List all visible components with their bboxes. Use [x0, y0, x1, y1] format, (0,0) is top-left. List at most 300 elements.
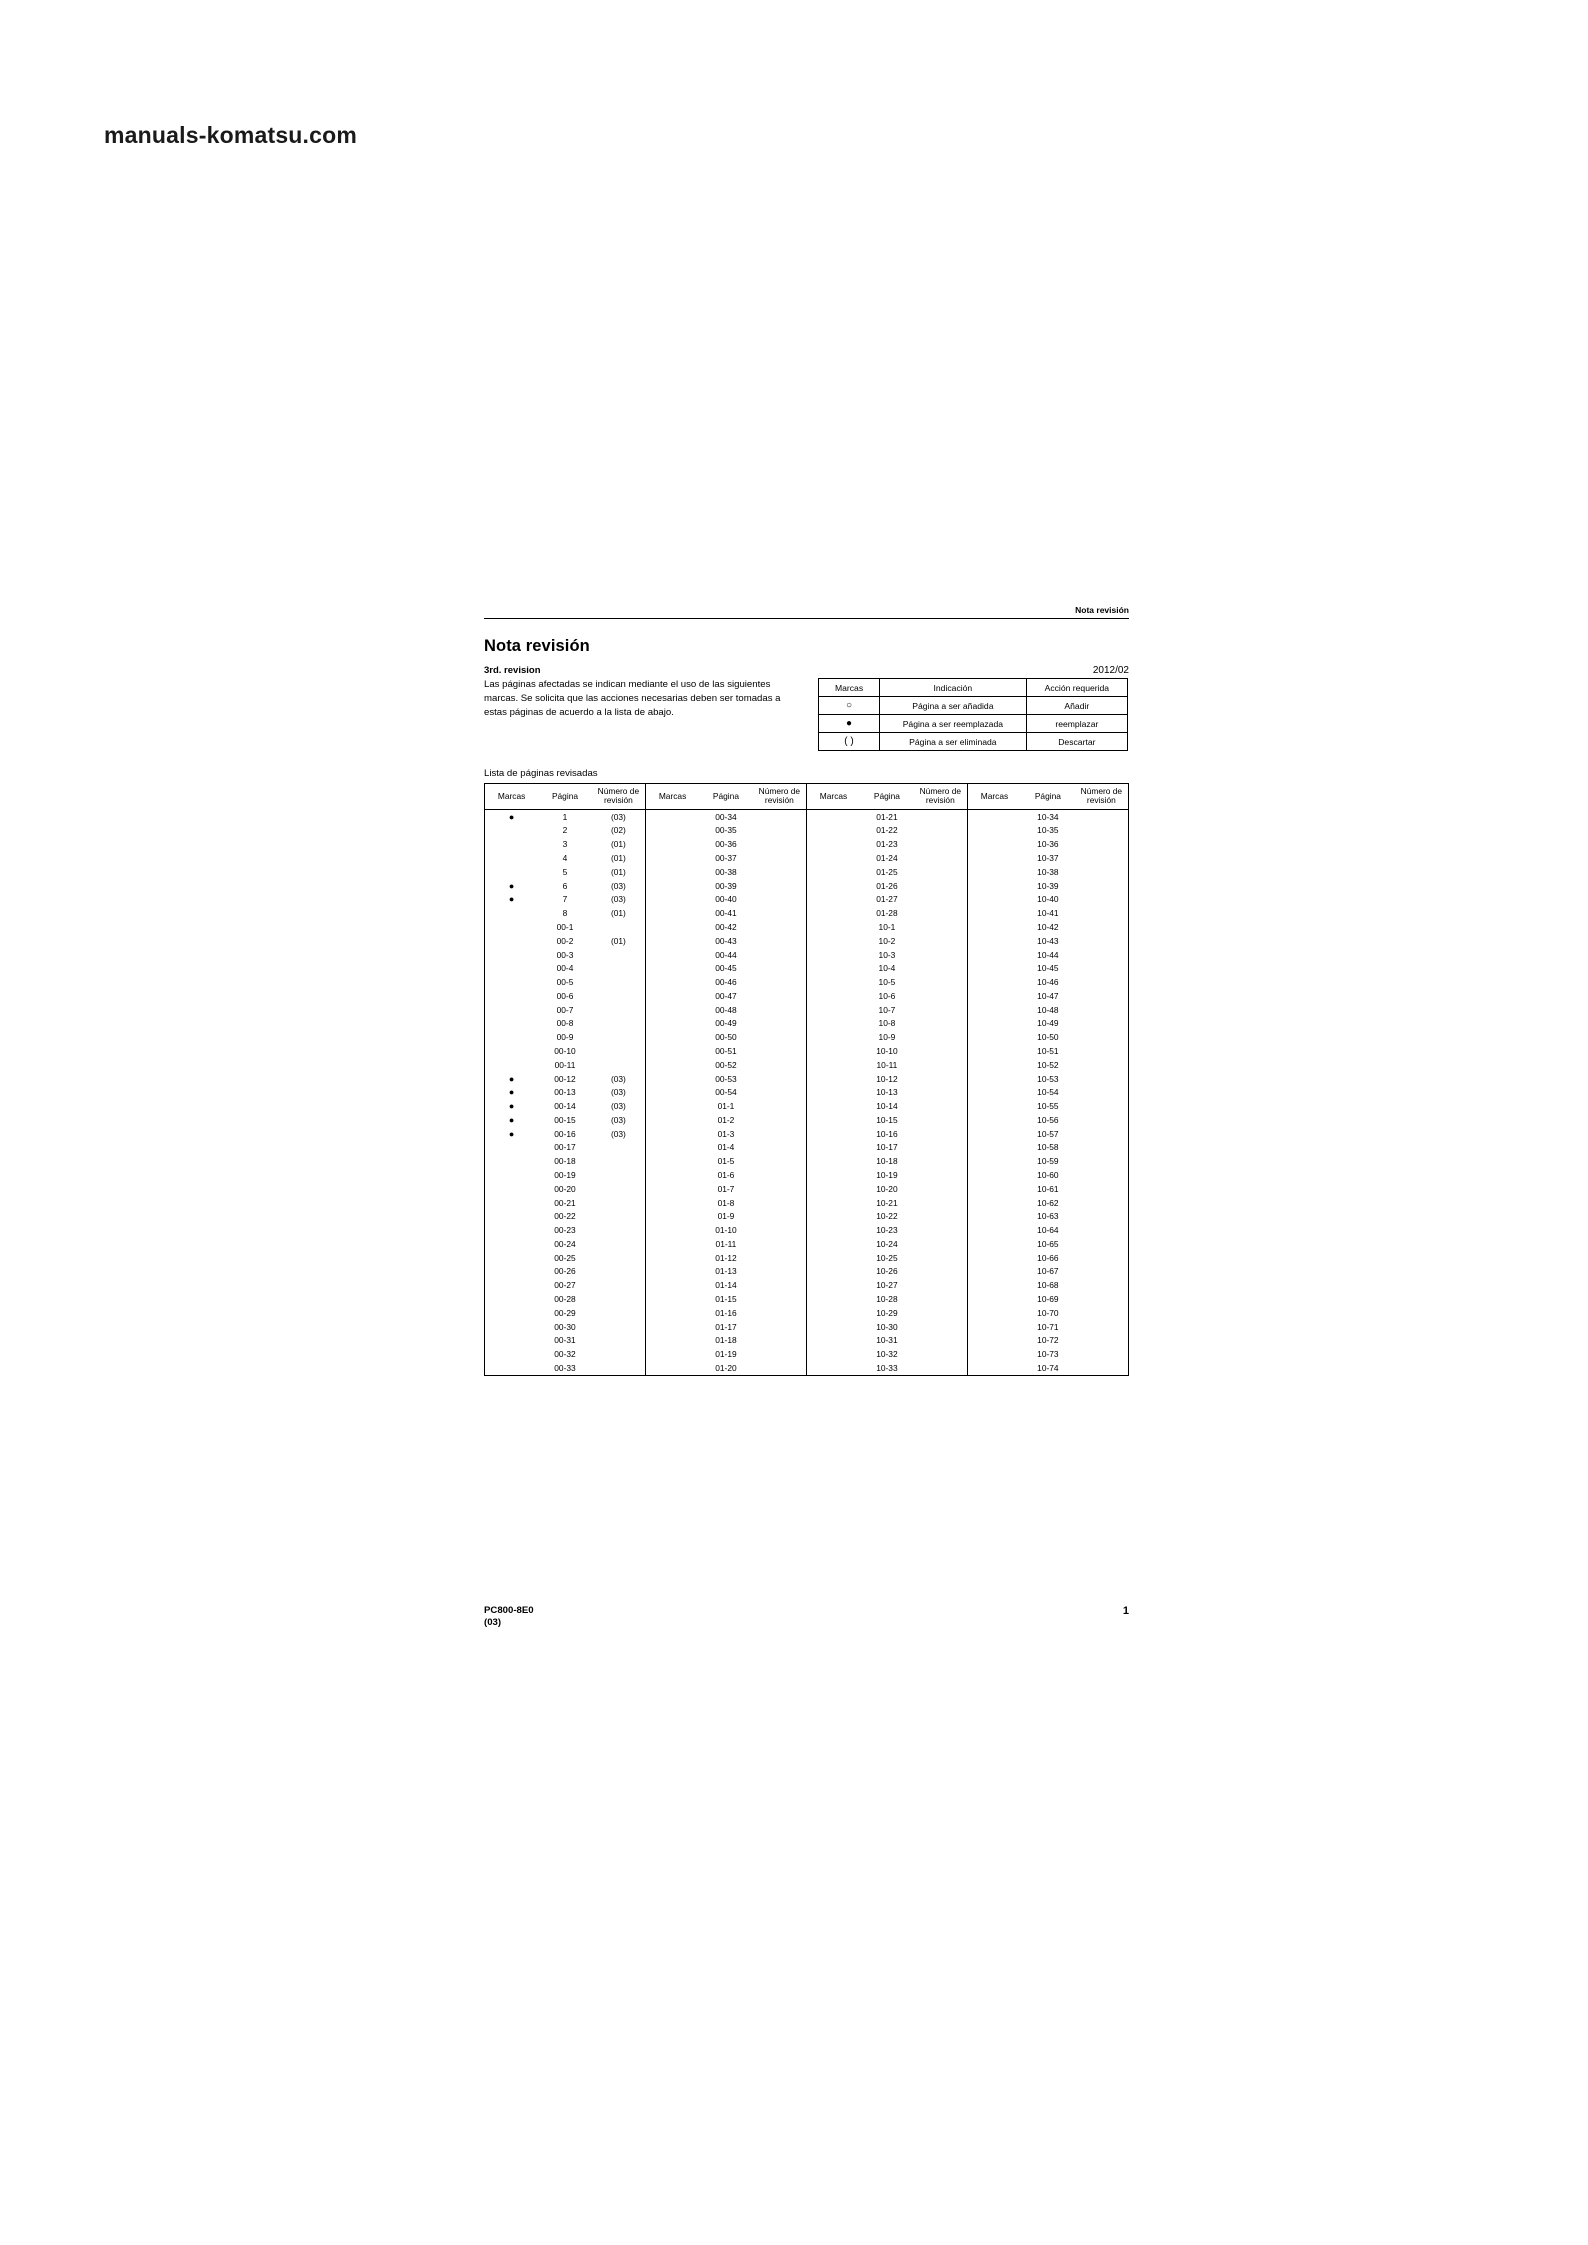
cell-pagina: 10-22 — [876, 1211, 898, 1222]
cell-marcas — [967, 948, 1021, 962]
cell-pagina: 00-32 — [554, 1349, 576, 1360]
cell-pagina: 01-19 — [715, 1349, 737, 1360]
cell-pagina: 01-2 — [717, 1114, 735, 1125]
cell-revision — [592, 948, 646, 962]
cell-pagina: 10-25 — [876, 1252, 898, 1263]
cell-pagina: 01-28 — [876, 908, 898, 919]
cell-marcas — [485, 1320, 539, 1334]
cell-pagina: 01-8 — [717, 1197, 735, 1208]
cell-pagina: 10-62 — [1037, 1197, 1059, 1208]
cell-pagina: 00-24 — [554, 1238, 576, 1249]
cell-marcas — [485, 1196, 539, 1210]
cell-marcas — [645, 920, 699, 934]
cell-marcas — [645, 975, 699, 989]
cell-revision — [753, 1361, 807, 1375]
cell-pagina: 00-1 — [556, 921, 574, 932]
cell-revision — [592, 1320, 646, 1334]
cell-marcas — [645, 1113, 699, 1127]
cell-marcas — [645, 851, 699, 865]
cell-marcas — [485, 1003, 539, 1017]
cell-pagina: 00-4 — [556, 963, 574, 974]
cell-marcas — [967, 1099, 1021, 1113]
cell-marcas — [967, 1182, 1021, 1196]
cell-pagina: 10-32 — [876, 1349, 898, 1360]
cell-revision — [753, 1141, 807, 1155]
cell-marcas — [645, 1209, 699, 1223]
col-header-pagina-2: Página — [699, 784, 753, 810]
cell-marcas — [485, 906, 539, 920]
cell-marcas — [485, 961, 539, 975]
legend-action-add: Añadir — [1026, 697, 1127, 715]
table-row — [485, 975, 1129, 989]
cell-revision — [753, 1003, 807, 1017]
cell-pagina: 00-12 — [554, 1073, 576, 1084]
cell-revision — [1075, 1209, 1129, 1223]
cell-marcas — [806, 1113, 860, 1127]
cell-marcas — [485, 1237, 539, 1251]
cell-marcas — [645, 1168, 699, 1182]
cell-pagina: 01-9 — [717, 1211, 735, 1222]
cell-pagina: 10-27 — [876, 1280, 898, 1291]
list-label: Lista de páginas revisadas — [484, 768, 598, 779]
cell-pagina: 10-45 — [1037, 963, 1059, 974]
cell-marcas — [645, 1099, 699, 1113]
table-row — [485, 934, 1129, 948]
cell-marcas — [485, 1017, 539, 1031]
cell-revision — [753, 906, 807, 920]
cell-pagina: 10-55 — [1037, 1101, 1059, 1112]
cell-revision — [914, 1320, 968, 1334]
cell-revision — [1075, 934, 1129, 948]
table-row — [485, 948, 1129, 962]
cell-pagina: 01-18 — [715, 1335, 737, 1346]
cell-revision — [753, 865, 807, 879]
cell-marcas — [485, 1113, 539, 1127]
revision-date: 2012/02 — [1092, 665, 1129, 676]
cell-marcas — [485, 824, 539, 838]
cell-pagina: 10-66 — [1037, 1252, 1059, 1263]
cell-marcas — [967, 1058, 1021, 1072]
cell-revision — [914, 1072, 968, 1086]
cell-revision — [914, 865, 968, 879]
cell-pagina: 01-7 — [717, 1183, 735, 1194]
cell-revision — [1075, 1113, 1129, 1127]
cell-pagina: 00-37 — [715, 853, 737, 864]
cell-revision — [914, 879, 968, 893]
col-header-revision-1: Número de revisión — [592, 784, 646, 810]
cell-pagina: 00-20 — [554, 1183, 576, 1194]
cell-pagina: 10-19 — [876, 1170, 898, 1181]
cell-revision — [592, 961, 646, 975]
col-header-marcas-2: Marcas — [645, 784, 699, 810]
cell-marcas — [645, 1058, 699, 1072]
col-header-marcas-4: Marcas — [967, 784, 1021, 810]
cell-marcas — [485, 1154, 539, 1168]
cell-marcas — [806, 1278, 860, 1292]
cell-pagina: 00-3 — [556, 949, 574, 960]
table-row — [485, 1320, 1129, 1334]
cell-pagina: 10-52 — [1037, 1059, 1059, 1070]
cell-pagina: 00-16 — [554, 1128, 576, 1139]
cell-revision — [914, 1141, 968, 1155]
running-header-text: Nota revisión — [1075, 605, 1129, 615]
cell-revision — [592, 1182, 646, 1196]
footer-doc-revision: (03) — [484, 1616, 502, 1628]
cell-pagina: 10-35 — [1037, 825, 1059, 836]
cell-marcas — [645, 1292, 699, 1306]
cell-pagina: 10-1 — [878, 921, 896, 932]
cell-revision — [1075, 948, 1129, 962]
cell-pagina: 10-47 — [1037, 990, 1059, 1001]
legend-row — [819, 733, 1128, 751]
cell-marcas — [645, 1141, 699, 1155]
cell-revision — [592, 1334, 646, 1348]
cell-pagina: 10-46 — [1037, 977, 1059, 988]
table-row — [485, 1168, 1129, 1182]
cell-pagina: 2 — [562, 825, 568, 836]
cell-revision — [914, 851, 968, 865]
cell-pagina: 00-46 — [715, 977, 737, 988]
cell-marcas — [967, 1003, 1021, 1017]
replace-mark-icon: ● — [508, 894, 515, 905]
cell-revision — [1075, 1292, 1129, 1306]
replace-mark-icon: ● — [508, 1114, 515, 1125]
cell-pagina: 10-43 — [1037, 935, 1059, 946]
cell-pagina: 10-57 — [1037, 1128, 1059, 1139]
cell-marcas — [967, 1154, 1021, 1168]
cell-marcas — [806, 1251, 860, 1265]
cell-pagina: 10-6 — [878, 990, 896, 1001]
cell-revision — [753, 1320, 807, 1334]
cell-pagina: 10-48 — [1037, 1004, 1059, 1015]
cell-revision — [753, 837, 807, 851]
cell-pagina: 10-13 — [876, 1087, 898, 1098]
cell-pagina: 01-14 — [715, 1280, 737, 1291]
cell-marcas — [967, 1209, 1021, 1223]
cell-revision — [914, 1209, 968, 1223]
cell-pagina: 10-56 — [1037, 1114, 1059, 1125]
cell-revision — [753, 1168, 807, 1182]
cell-revision — [592, 1017, 646, 1031]
cell-marcas — [485, 1182, 539, 1196]
table-row — [485, 865, 1129, 879]
cell-marcas — [806, 1003, 860, 1017]
cell-marcas — [645, 1072, 699, 1086]
cell-pagina: 00-18 — [554, 1156, 576, 1167]
cell-pagina: 01-22 — [876, 825, 898, 836]
cell-revision — [592, 1154, 646, 1168]
cell-marcas — [645, 1154, 699, 1168]
table-row — [485, 1113, 1129, 1127]
cell-marcas — [806, 1347, 860, 1361]
cell-revision — [1075, 837, 1129, 851]
cell-pagina: 00-38 — [715, 866, 737, 877]
legend-indication-replace: Página a ser reemplazada — [880, 715, 1027, 733]
cell-marcas — [806, 1361, 860, 1375]
page-title: Nota revisión — [484, 637, 590, 655]
cell-revision — [592, 1044, 646, 1058]
cell-revision — [753, 948, 807, 962]
cell-marcas — [485, 1334, 539, 1348]
col-header-pagina-1: Página — [538, 784, 592, 810]
cell-revision: (01) — [592, 934, 646, 948]
cell-marcas — [806, 851, 860, 865]
cell-marcas — [967, 1017, 1021, 1031]
cell-marcas — [485, 920, 539, 934]
cell-pagina: 01-21 — [876, 811, 898, 822]
cell-marcas — [967, 1278, 1021, 1292]
cell-revision — [1075, 975, 1129, 989]
col-header-revision-2: Número de revisión — [753, 784, 807, 810]
cell-pagina: 00-30 — [554, 1321, 576, 1332]
cell-marcas — [806, 1320, 860, 1334]
cell-revision — [753, 1113, 807, 1127]
legend-indication-delete: Página a ser eliminada — [880, 733, 1027, 751]
col-header-revision-3: Número de revisión — [914, 784, 968, 810]
cell-pagina: 10-7 — [878, 1004, 896, 1015]
cell-pagina: 10-65 — [1037, 1238, 1059, 1249]
legend-header-marcas: Marcas — [819, 679, 880, 697]
cell-marcas — [485, 1058, 539, 1072]
cell-pagina: 01-12 — [715, 1252, 737, 1263]
table-row — [485, 824, 1129, 838]
cell-pagina: 01-5 — [717, 1156, 735, 1167]
cell-pagina: 00-10 — [554, 1045, 576, 1056]
cell-marcas — [806, 824, 860, 838]
cell-marcas — [645, 1320, 699, 1334]
cell-revision: (01) — [592, 906, 646, 920]
cell-marcas — [645, 1085, 699, 1099]
cell-marcas — [967, 1044, 1021, 1058]
intro-section — [484, 678, 1129, 751]
cell-pagina: 00-52 — [715, 1059, 737, 1070]
cell-revision — [592, 1209, 646, 1223]
cell-revision — [592, 1223, 646, 1237]
cell-pagina: 10-54 — [1037, 1087, 1059, 1098]
table-row — [485, 1017, 1129, 1031]
cell-marcas — [806, 1168, 860, 1182]
legend-table — [818, 678, 1128, 751]
cell-marcas — [967, 851, 1021, 865]
cell-pagina: 00-8 — [556, 1018, 574, 1029]
cell-marcas — [485, 1072, 539, 1086]
cell-marcas — [967, 809, 1021, 823]
cell-revision: (03) — [592, 1113, 646, 1127]
legend-action-replace: reemplazar — [1026, 715, 1127, 733]
cell-pagina: 00-9 — [556, 1032, 574, 1043]
cell-marcas — [967, 837, 1021, 851]
cell-revision — [753, 1099, 807, 1113]
cell-revision — [753, 1196, 807, 1210]
footer-doc-info — [484, 1605, 534, 1629]
cell-pagina: 00-31 — [554, 1335, 576, 1346]
cell-marcas — [967, 1320, 1021, 1334]
cell-pagina: 10-74 — [1021, 1361, 1075, 1375]
cell-marcas — [806, 1085, 860, 1099]
cell-pagina: 10-21 — [876, 1197, 898, 1208]
cell-marcas — [645, 879, 699, 893]
cell-pagina: 01-13 — [715, 1266, 737, 1277]
cell-pagina: 10-16 — [876, 1128, 898, 1139]
cell-revision — [914, 1237, 968, 1251]
table-row — [485, 1292, 1129, 1306]
cell-marcas — [645, 1223, 699, 1237]
cell-marcas — [967, 824, 1021, 838]
table-row — [485, 893, 1129, 907]
cell-pagina: 00-42 — [715, 921, 737, 932]
cell-pagina: 01-26 — [876, 880, 898, 891]
cell-marcas — [967, 1292, 1021, 1306]
cell-revision — [914, 961, 968, 975]
cell-pagina: 10-69 — [1037, 1294, 1059, 1305]
cell-marcas — [485, 1030, 539, 1044]
cell-pagina: 00-51 — [715, 1045, 737, 1056]
cell-marcas — [485, 879, 539, 893]
table-row — [485, 1154, 1129, 1168]
cell-revision — [914, 1292, 968, 1306]
cell-revision — [753, 1030, 807, 1044]
cell-pagina: 00-29 — [554, 1307, 576, 1318]
cell-revision — [914, 934, 968, 948]
cell-revision — [592, 1168, 646, 1182]
cell-revision: (02) — [592, 824, 646, 838]
cell-pagina: 00-23 — [554, 1225, 576, 1236]
cell-pagina: 00-27 — [554, 1280, 576, 1291]
cell-revision — [753, 1223, 807, 1237]
cell-revision — [1075, 920, 1129, 934]
cell-revision — [1075, 1168, 1129, 1182]
table-row — [485, 1251, 1129, 1265]
cell-pagina: 00-7 — [556, 1004, 574, 1015]
cell-pagina: 10-9 — [878, 1032, 896, 1043]
table-row — [485, 1030, 1129, 1044]
cell-revision — [753, 1127, 807, 1141]
col-header-revision-4: Número de revisión — [1075, 784, 1129, 810]
cell-revision — [1075, 809, 1129, 823]
cell-marcas — [485, 1209, 539, 1223]
table-body — [485, 809, 1129, 1375]
cell-revision — [592, 1058, 646, 1072]
cell-pagina: 10-61 — [1037, 1183, 1059, 1194]
cell-pagina: 10-39 — [1037, 880, 1059, 891]
cell-pagina: 00-53 — [715, 1073, 737, 1084]
table-row — [485, 1127, 1129, 1141]
cell-pagina: 10-10 — [876, 1045, 898, 1056]
cell-marcas — [485, 893, 539, 907]
cell-revision — [1075, 989, 1129, 1003]
cell-marcas — [485, 1306, 539, 1320]
cell-marcas — [967, 906, 1021, 920]
cell-revision — [914, 1030, 968, 1044]
table-row — [485, 1278, 1129, 1292]
table-row — [485, 920, 1129, 934]
cell-revision — [592, 1141, 646, 1155]
cell-pagina: 01-3 — [717, 1128, 735, 1139]
legend-header-indicacion: Indicación — [880, 679, 1027, 697]
cell-pagina: 10-26 — [876, 1266, 898, 1277]
legend-header-accion: Acción requerida — [1026, 679, 1127, 697]
cell-pagina: 00-34 — [715, 811, 737, 822]
table-row — [485, 1334, 1129, 1348]
cell-revision — [592, 1292, 646, 1306]
cell-revision: (01) — [592, 851, 646, 865]
cell-revision — [914, 948, 968, 962]
cell-pagina: 00-25 — [554, 1252, 576, 1263]
cell-pagina: 01-16 — [715, 1307, 737, 1318]
cell-revision — [1075, 1141, 1129, 1155]
cell-revision — [914, 1347, 968, 1361]
revised-pages-table — [484, 783, 1129, 1376]
cell-marcas — [645, 1017, 699, 1031]
cell-pagina: 01-1 — [717, 1101, 735, 1112]
cell-marcas — [645, 1306, 699, 1320]
cell-marcas — [645, 865, 699, 879]
cell-revision — [753, 1265, 807, 1279]
cell-pagina: 10-18 — [876, 1156, 898, 1167]
table-row — [485, 1237, 1129, 1251]
cell-revision — [914, 1058, 968, 1072]
cell-pagina: 10-67 — [1037, 1266, 1059, 1277]
cell-pagina: 01-10 — [715, 1225, 737, 1236]
replace-mark-icon: ● — [508, 880, 515, 891]
legend-mark-add: ○ — [819, 697, 880, 715]
cell-revision — [1075, 1044, 1129, 1058]
table-row — [485, 837, 1129, 851]
table-row — [485, 1361, 1129, 1375]
cell-marcas — [485, 1265, 539, 1279]
cell-revision — [1075, 851, 1129, 865]
cell-pagina: 10-73 — [1037, 1349, 1059, 1360]
cell-marcas — [645, 837, 699, 851]
cell-pagina: 10-24 — [876, 1238, 898, 1249]
cell-revision — [753, 851, 807, 865]
cell-revision — [1075, 1072, 1129, 1086]
cell-pagina: 10-23 — [876, 1225, 898, 1236]
cell-revision — [753, 879, 807, 893]
cell-marcas — [967, 865, 1021, 879]
cell-pagina: 00-15 — [554, 1114, 576, 1125]
cell-revision — [1075, 1099, 1129, 1113]
cell-pagina: 00-19 — [554, 1170, 576, 1181]
page-footer — [484, 1605, 1129, 1629]
cell-marcas — [645, 1030, 699, 1044]
cell-marcas — [645, 1251, 699, 1265]
cell-revision — [1075, 1361, 1129, 1375]
cell-pagina: 00-13 — [554, 1087, 576, 1098]
cell-revision — [753, 1347, 807, 1361]
replace-mark-icon: ● — [508, 1128, 515, 1139]
cell-marcas — [645, 1182, 699, 1196]
cell-revision — [1075, 893, 1129, 907]
cell-pagina: 01-4 — [717, 1142, 735, 1153]
cell-revision — [753, 989, 807, 1003]
cell-pagina: 00-50 — [715, 1032, 737, 1043]
cell-revision — [753, 1306, 807, 1320]
cell-marcas — [806, 1265, 860, 1279]
cell-revision — [1075, 961, 1129, 975]
cell-revision — [1075, 1182, 1129, 1196]
legend-header-row — [819, 679, 1128, 697]
cell-marcas — [806, 1292, 860, 1306]
cell-revision: (03) — [592, 1099, 646, 1113]
legend-action-delete: Descartar — [1026, 733, 1127, 751]
cell-marcas — [645, 1361, 699, 1375]
cell-pagina: 01-25 — [876, 866, 898, 877]
cell-pagina: 10-64 — [1037, 1225, 1059, 1236]
cell-revision — [1075, 1278, 1129, 1292]
cell-pagina: 00-26 — [554, 1266, 576, 1277]
cell-marcas — [485, 1168, 539, 1182]
